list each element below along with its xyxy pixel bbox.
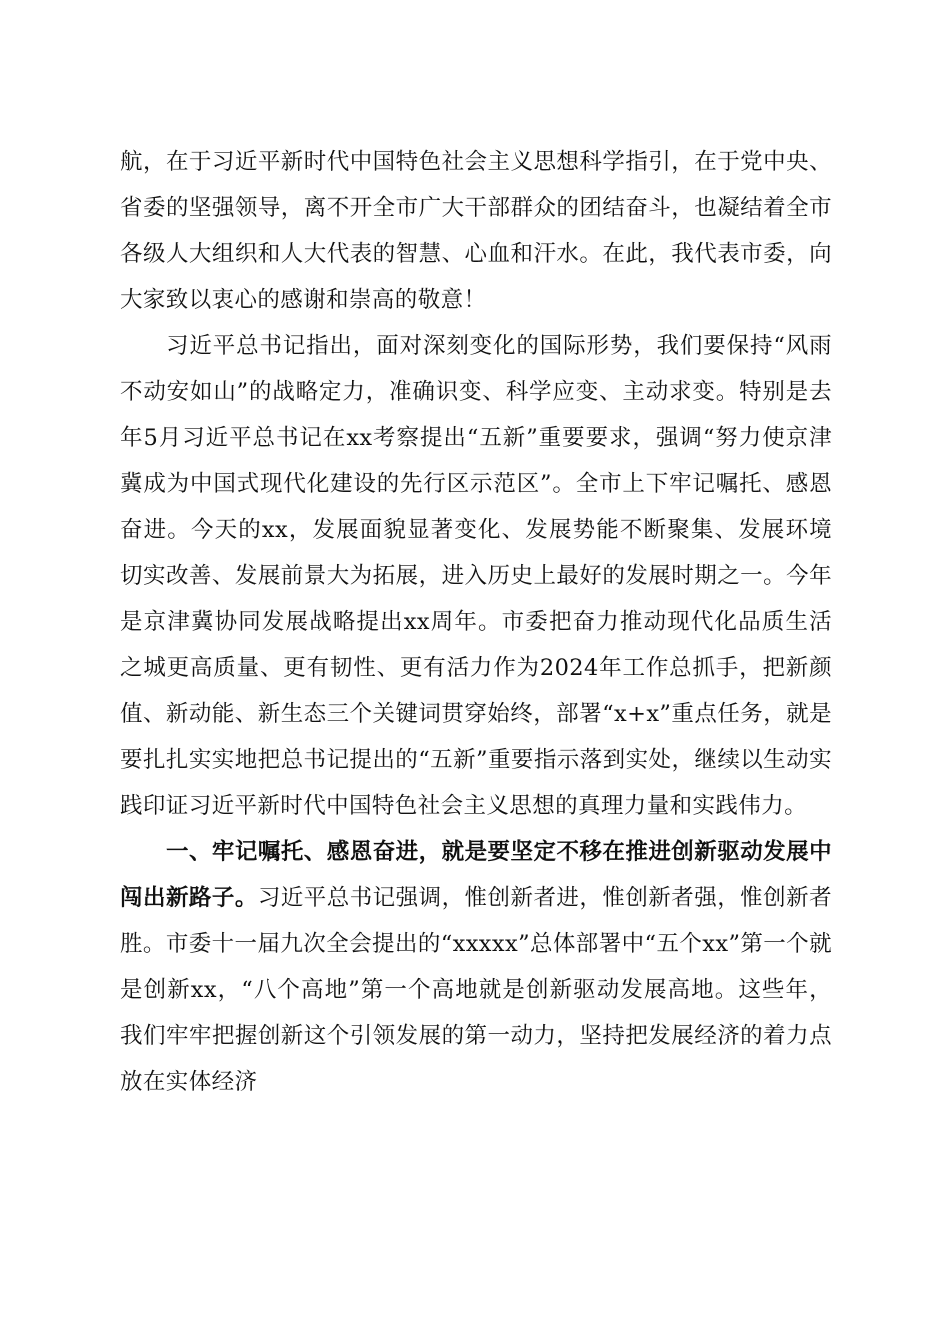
section-heading-one: 一、牢记嘱托、感恩奋进，就是要坚定不移在推进创新驱动发展中闯出新路子。 <box>120 839 832 911</box>
paragraph-section-one <box>120 829 832 1105</box>
paragraph-continuation: 航，在于习近平新时代中国特色社会主义思想科学指引，在于党中央、省委的坚强领导，离不开全市广大干部群众的团结奋斗，也凝结着全市各级人大组织和人大代表的智慧、心血和汗水。在此，我代表市委，向大家致以衷心的感谢和崇高的敬意！ <box>120 149 832 313</box>
document-body <box>120 139 832 1105</box>
paragraph-general-secretary-remarks: 习近平总书记指出，面对深刻变化的国际形势，我们要保持“风雨不动安如山”的战略定力，准确识变、科学应变、主动求变。特别是去年5月习近平总书记在xx考察提出“五新”重要要求，强调“努力使京津冀成为中国式现代化建设的先行区示范区”。全市上下牢记嘱托、感恩奋进。今天的xx，发展面貌显著变化、发展势能不断聚集、发展环境切实改善、发展前景大为拓展，进入历史上最好的发展时期之一。今年是京津冀协同发展战略提出xx周年。市委把奋力推动现代化品质生活之城更高质量、更有韧性、更有活力作为2024年工作总抓手，把新颜值、新动能、新生态三个关键词贯穿始终，部署“x+x”重点任务，就是要扎扎实实地把总书记提出的“五新”重要指示落到实处，继续以生动实践印证习近平新时代中国特色社会主义思想的真理力量和实践伟力。 <box>120 333 832 819</box>
section-one-body: 习近平总书记强调，惟创新者进，惟创新者强，惟创新者胜。市委十一届九次全会提出的“xxxxx”总体部署中“五个xx”第一个就是创新xx，“八个高地”第一个高地就是创新驱动发展高地。这些年，我们牢牢把握创新这个引领发展的第一动力，坚持把发展经济的着力点放在实体经济 <box>120 885 832 1095</box>
